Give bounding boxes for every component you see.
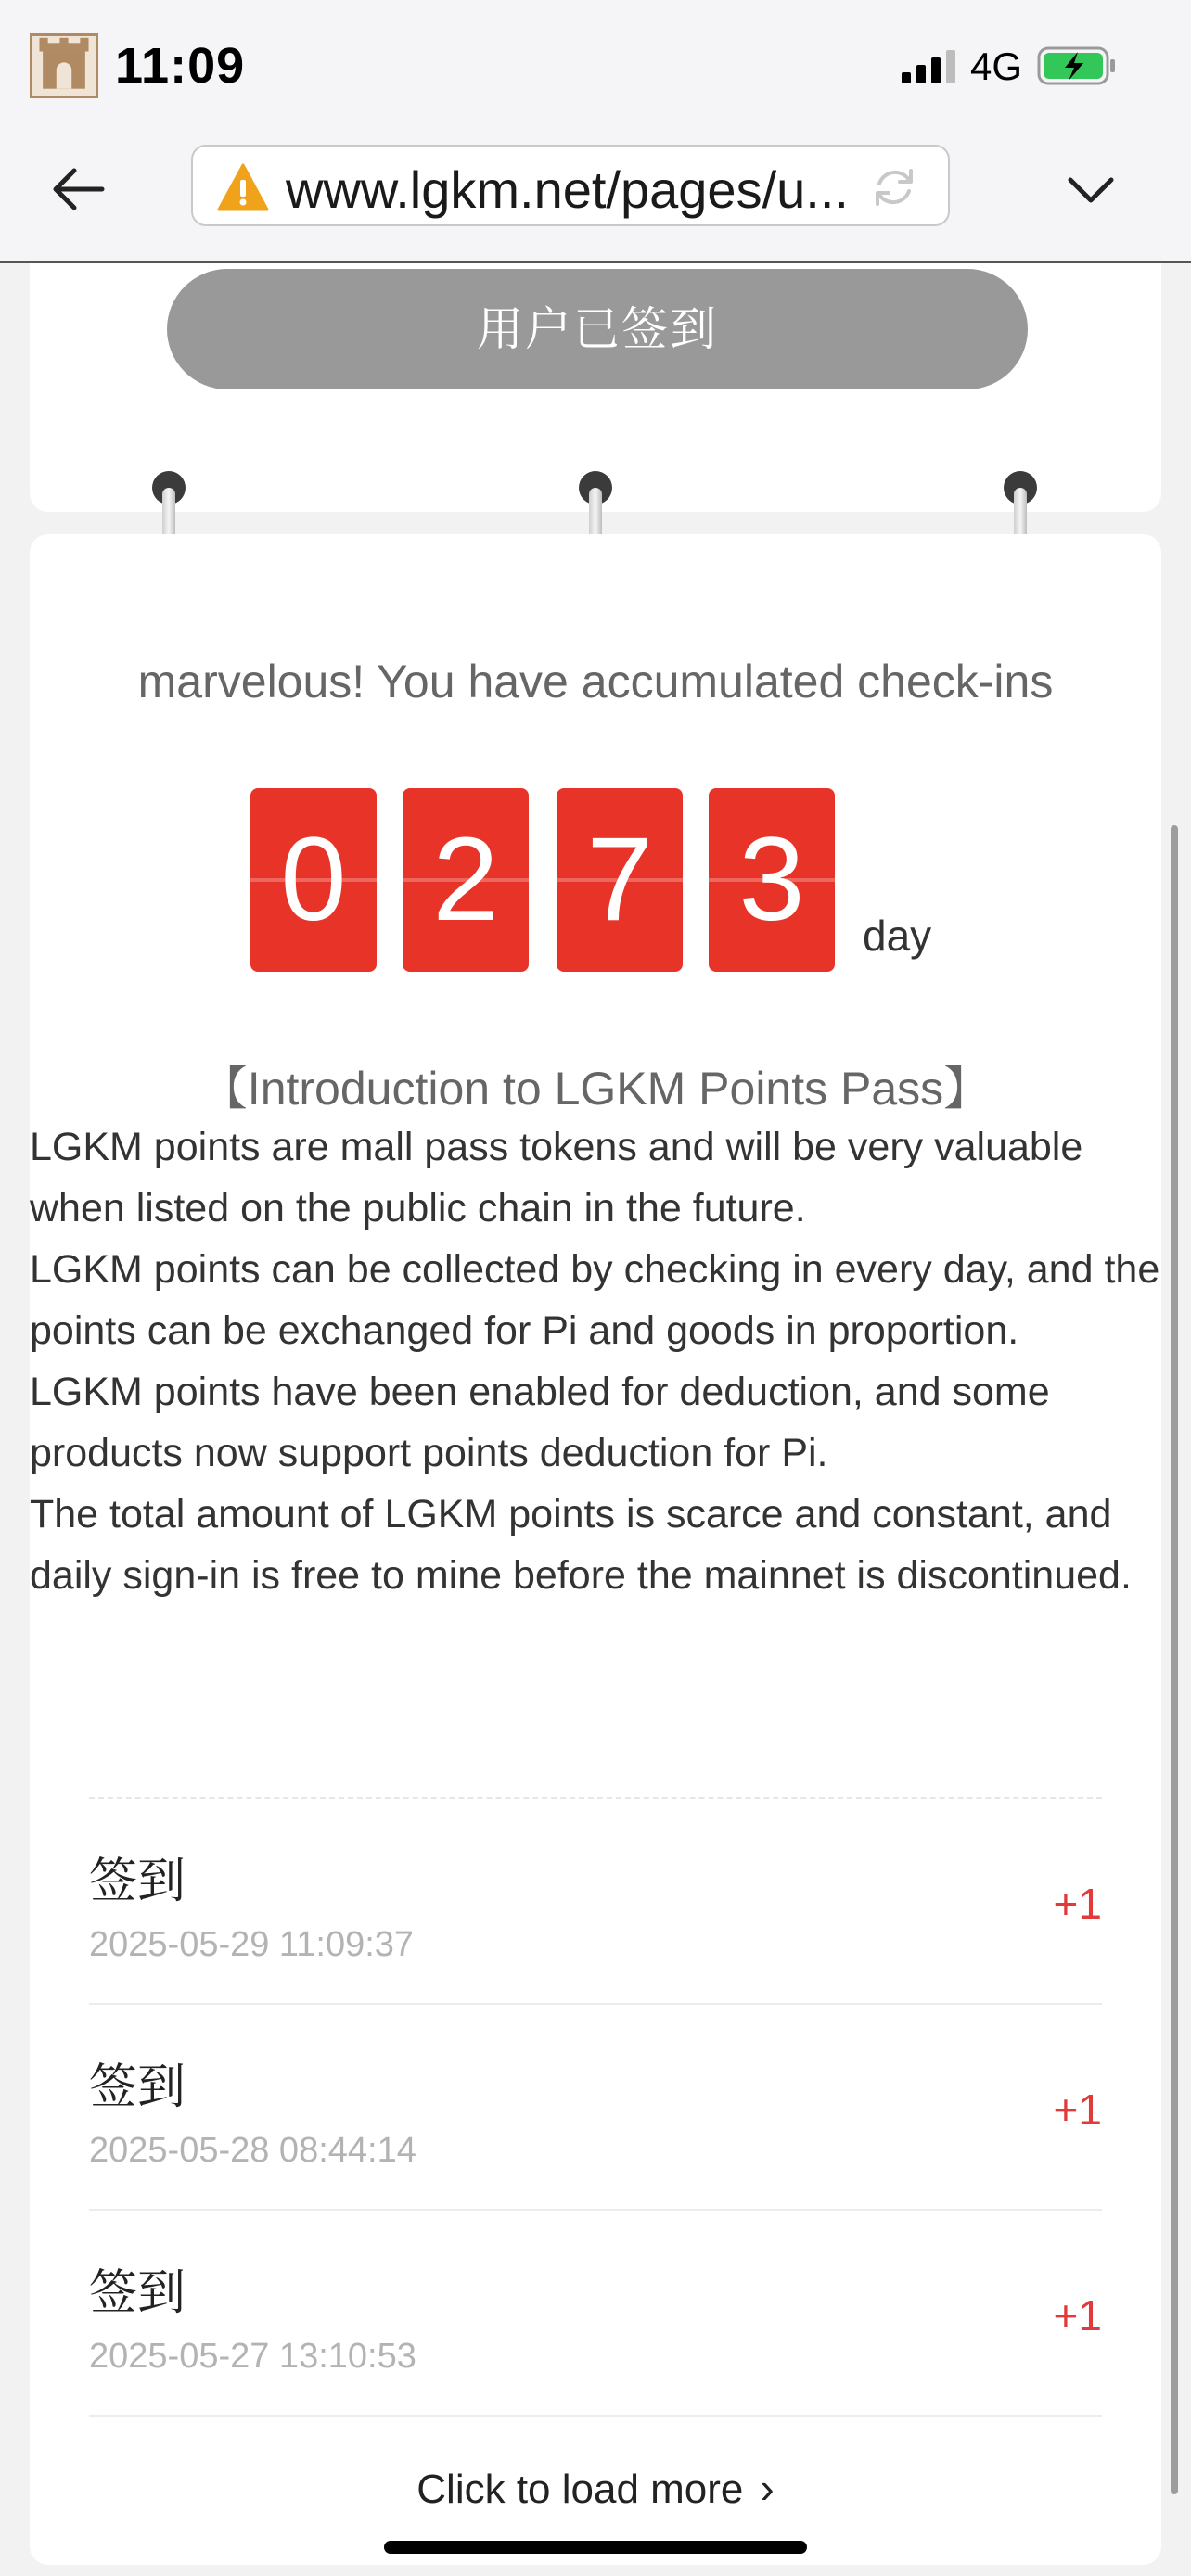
home-indicator[interactable]: [384, 2541, 807, 2554]
intro-title: 【Introduction to LGKM Points Pass】: [200, 1063, 991, 1115]
record-time: 2025-05-29 11:09:37: [89, 1925, 415, 1964]
record-time: 2025-05-27 13:10:53: [89, 2337, 416, 2376]
url-field[interactable]: [191, 145, 950, 226]
signal-icon: [902, 50, 959, 83]
status-bar: [0, 0, 1191, 132]
record-points: +1: [1053, 1880, 1102, 1928]
checkin-digit: 7: [557, 788, 683, 972]
intro-paragraph: LGKM points are mall pass tokens and will be very valuable when listed on the public chain in the future.: [30, 1125, 1083, 1231]
list-item: [89, 2211, 1102, 2417]
battery-charging-icon: [1037, 46, 1117, 85]
checkin-records: [89, 1797, 1102, 2417]
record-name: 签到: [89, 2060, 186, 2114]
signed-in-button[interactable]: 用户已签到: [167, 269, 1028, 389]
url-text: www.lgkm.net/pages/u...: [286, 160, 849, 219]
day-unit: day: [863, 912, 932, 960]
status-time: 11:09: [115, 38, 246, 94]
intro-paragraph: LGKM points have been enabled for deduction, and some products now support points deduction for Pi.: [30, 1370, 1050, 1475]
castle-icon: [30, 33, 98, 98]
checkin-digit: 3: [709, 788, 835, 972]
checkin-digit: 2: [403, 788, 529, 972]
accumulated-text: marvelous! You have accumulated check-ins: [137, 656, 1054, 708]
back-arrow-icon[interactable]: [48, 159, 108, 219]
list-item: [89, 1799, 1102, 2005]
points-card: [30, 534, 1161, 2565]
scrollbar[interactable]: [1171, 825, 1178, 2494]
record-name: 签到: [89, 2266, 186, 2320]
load-more-label: Click to load more: [416, 2467, 744, 2512]
record-points: +1: [1053, 2291, 1102, 2340]
intro-paragraph: The total amount of LGKM points is scarce and constant, and daily sign-in is free to mine before the mainnet is discontinued.: [30, 1492, 1132, 1598]
intro-body: [30, 1116, 1161, 1606]
chevron-right-icon: ›: [760, 2464, 775, 2512]
load-more-button[interactable]: [30, 2463, 1161, 2513]
chevron-down-icon[interactable]: [1061, 159, 1121, 219]
record-name: 签到: [89, 1855, 186, 1908]
record-time: 2025-05-28 08:44:14: [89, 2131, 416, 2170]
record-points: +1: [1053, 2085, 1102, 2134]
browser-toolbar: [0, 132, 1191, 263]
warning-icon: [217, 163, 269, 211]
intro-paragraph: LGKM points can be collected by checking in every day, and the points can be exchanged for Pi and goods in proportion.: [30, 1247, 1160, 1353]
network-type: 4G: [970, 45, 1023, 88]
list-item: [89, 2005, 1102, 2211]
reload-icon[interactable]: [870, 163, 918, 211]
checkin-digit: 0: [250, 788, 377, 972]
